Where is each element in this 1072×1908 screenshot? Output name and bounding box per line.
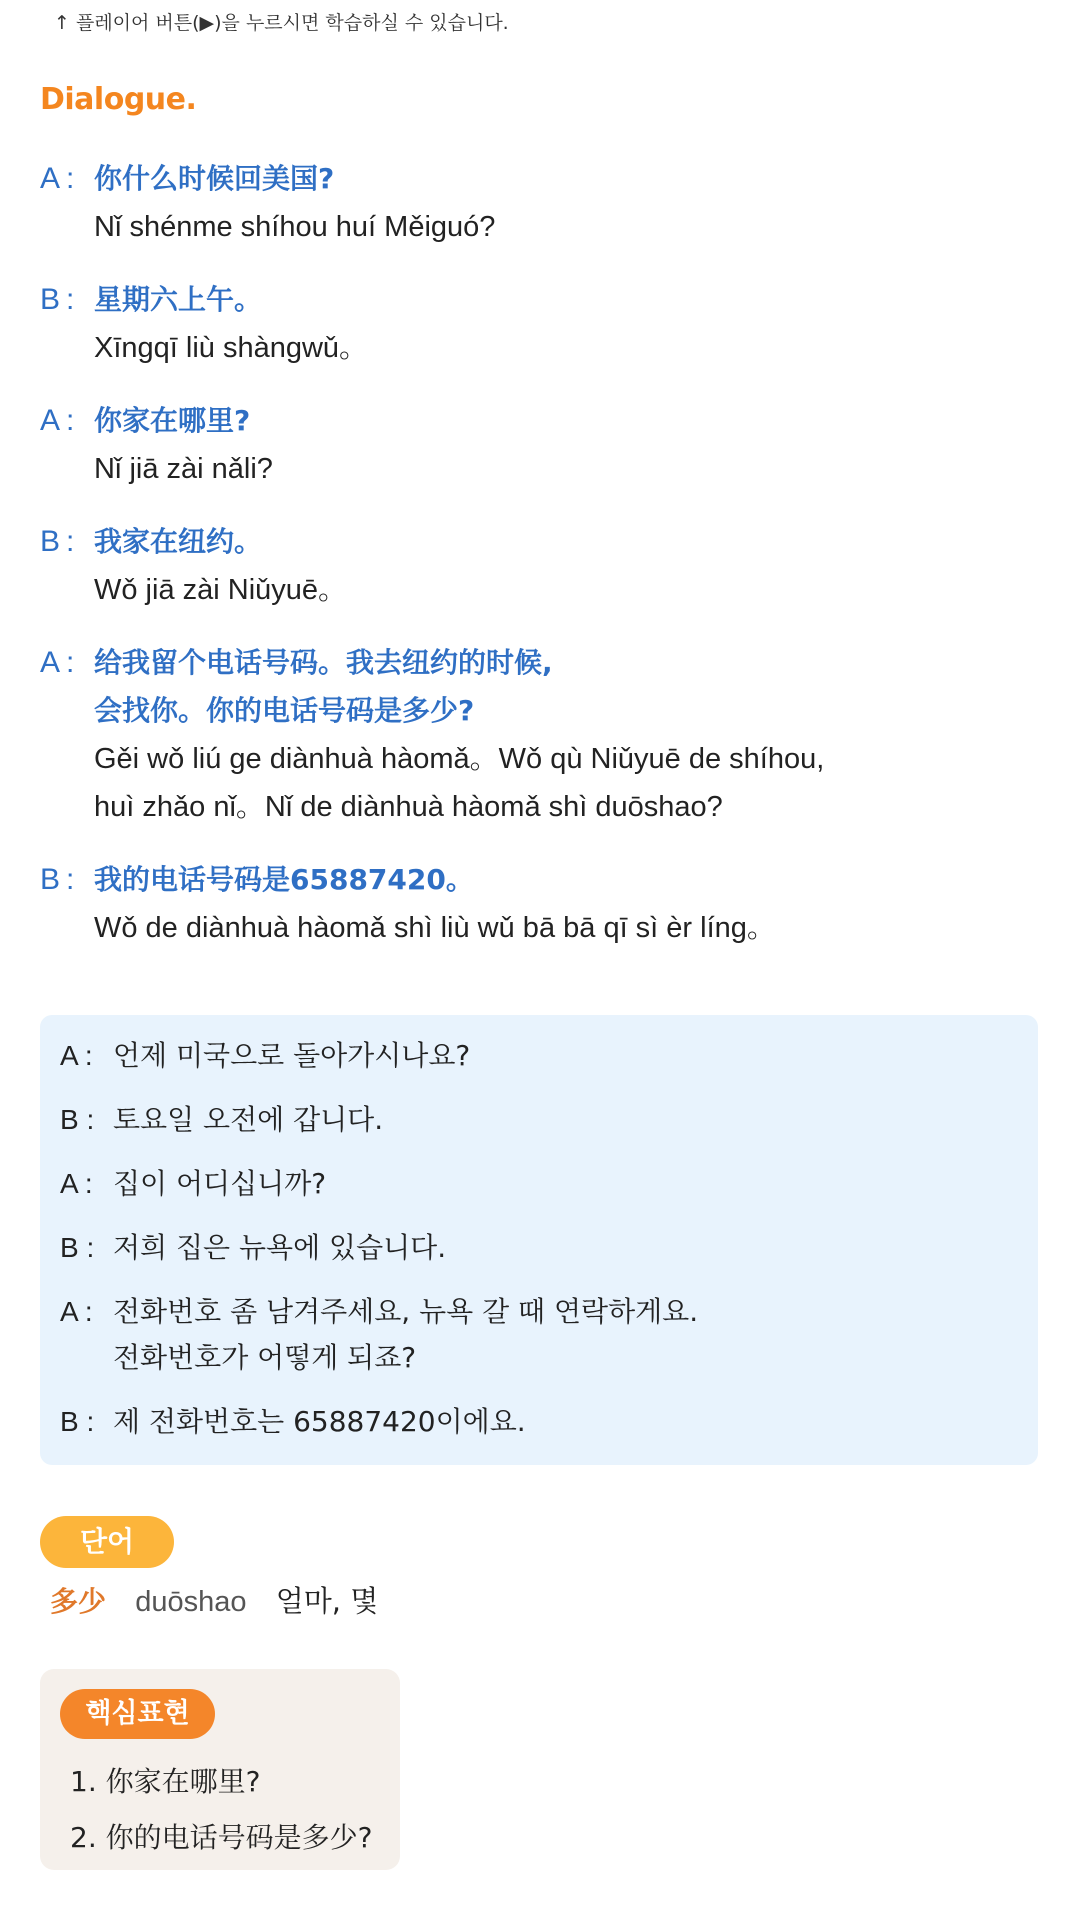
chinese-text: 会找你。你的电话号码是多少? <box>94 694 475 727</box>
pinyin-text: Nǐ shénme shíhou huí Měiguó? <box>94 211 496 243</box>
translation-text: 언제 미국으로 돌아가시나요? <box>113 1039 471 1072</box>
vocab-hanzi: 多少 <box>50 1585 107 1618</box>
translation-text: 제 전화번호는 65887420이에요. <box>113 1405 526 1438</box>
speaker-label: A : <box>60 1296 93 1327</box>
chinese-text: 我的电话号码是65887420。 <box>94 863 474 896</box>
speaker-label: A : <box>60 1168 93 1199</box>
key-expressions-box <box>40 1669 400 1870</box>
speaker-label: A : <box>40 646 75 679</box>
translation-line <box>60 1289 698 1381</box>
vocabulary-badge: 단어 <box>40 1516 174 1568</box>
speaker-label: A : <box>40 162 75 195</box>
vocab-pinyin: duōshao <box>135 1586 247 1618</box>
pinyin-text: Wǒ jiā zài Niǔyuē。 <box>94 574 348 606</box>
translation-text: 전화번호가 어떻게 되죠? <box>113 1341 417 1374</box>
vocab-meaning: 얼마, 몇 <box>275 1584 379 1618</box>
translation-text: 토요일 오전에 갑니다. <box>113 1103 384 1136</box>
chinese-text: 星期六上午。 <box>94 283 263 316</box>
translation-line <box>60 1097 698 1143</box>
translation-line <box>60 1399 698 1445</box>
pinyin-text: huì zhǎo nǐ。Nǐ de diànhuà hàomǎ shì duōshao? <box>94 791 723 823</box>
speaker-label: A : <box>60 1040 93 1071</box>
translation-text: 저희 집은 뉴욕에 있습니다. <box>113 1231 447 1264</box>
speaker-label: B : <box>60 1232 95 1263</box>
speaker-label: B : <box>40 863 75 896</box>
pinyin-text: Gěi wǒ liú ge diànhuà hàomǎ。Wǒ qù Niǔyuē de shíhou, <box>94 743 825 775</box>
chinese-text: 我家在纽约。 <box>94 525 263 558</box>
translation-line <box>60 1225 698 1271</box>
translation-text: 집이 어디십니까? <box>113 1167 327 1200</box>
translation-list <box>60 1033 698 1463</box>
key-expressions-badge: 핵심표현 <box>60 1689 215 1739</box>
speaker-label: B : <box>60 1406 95 1437</box>
key-expressions-list <box>70 1754 372 1866</box>
chinese-text: 你什么时候回美国? <box>94 162 335 195</box>
dialogue-line <box>40 518 1040 614</box>
pinyin-text: Xīngqī liù shàngwǔ。 <box>94 332 369 364</box>
dialogue-title: Dialogue. <box>40 82 197 117</box>
dialogue-line <box>40 155 1040 251</box>
player-hint: ↑ 플레이어 버튼(▶)을 누르시면 학습하실 수 있습니다. <box>54 12 509 34</box>
pinyin-text: Wǒ de diànhuà hàomǎ shì liù wǔ bā bā qī sì èr líng。 <box>94 912 776 944</box>
key-expression-item: 1. 你家在哪里? <box>70 1765 261 1798</box>
translation-box <box>40 1015 1038 1465</box>
translation-text: 전화번호 좀 남겨주세요, 뉴욕 갈 때 연락하게요. <box>113 1295 699 1328</box>
dialogue-line <box>40 397 1040 493</box>
speaker-label: B : <box>40 283 75 316</box>
key-expression-item: 2. 你的电话号码是多少? <box>70 1821 373 1854</box>
dialogue-line <box>40 639 1040 831</box>
dialogue-list <box>40 155 1040 977</box>
speaker-label: B : <box>40 525 75 558</box>
vocabulary-item <box>50 1578 378 1625</box>
speaker-label: B : <box>60 1104 95 1135</box>
dialogue-line <box>40 856 1040 952</box>
pinyin-text: Nǐ jiā zài nǎli? <box>94 453 273 485</box>
dialogue-line <box>40 276 1040 372</box>
chinese-text: 给我留个电话号码。我去纽约的时候, <box>94 646 553 679</box>
speaker-label: A : <box>40 404 75 437</box>
translation-line <box>60 1033 698 1079</box>
translation-line <box>60 1161 698 1207</box>
chinese-text: 你家在哪里? <box>94 404 251 437</box>
